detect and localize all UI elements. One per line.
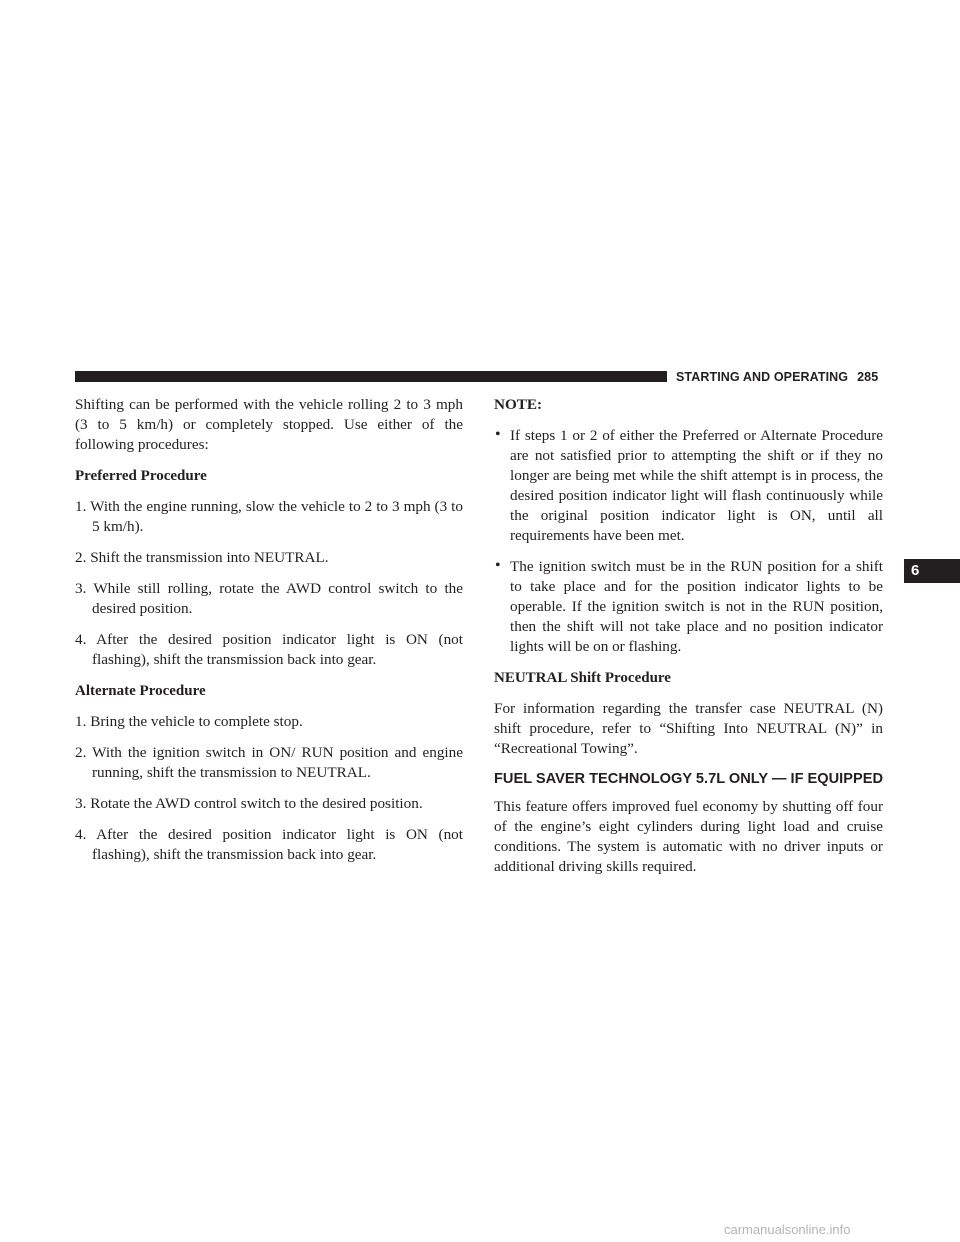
preferred-step-2: 2. Shift the transmission into NEUTRAL. — [75, 549, 329, 566]
note-text-1: If steps 1 or 2 of either the Preferred or Alternate Procedure are not satisfied prior to attempting the shift or if they no longer are being met while the shift attempt is in process, the desired position indicator light will flash continuously while the original position indicator light is ON, until all requirements have been met. — [510, 427, 883, 544]
left-column — [75, 395, 463, 876]
alternate-step-3: 3. Rotate the AWD control switch to the desired position. — [75, 795, 423, 812]
note-text-2: The ignition switch must be in the RUN position for a shift to take place and for the position indicator lights to be operable. If the ignition switch is not in the RUN position, then the shift will not take place and no position indicator lights will be on or flashing. — [510, 558, 883, 655]
alternate-procedure-heading: Alternate Procedure — [75, 683, 206, 699]
alternate-step-1: 1. Bring the vehicle to complete stop. — [75, 713, 303, 730]
note-bullet-2 — [494, 557, 883, 657]
fuel-saver-heading: FUEL SAVER TECHNOLOGY 5.7L ONLY — IF EQUIPPED — [494, 771, 883, 787]
neutral-shift-paragraph: For information regarding the transfer case NEUTRAL (N) shift procedure, refer to “Shifting Into NEUTRAL (N)” in “Recreational Towing”. — [494, 700, 883, 757]
right-column — [494, 395, 883, 888]
chapter-number: 6 — [911, 562, 920, 579]
intro-paragraph: Shifting can be performed with the vehicle rolling 2 to 3 mph (3 to 5 km/h) or completely stopped. Use either of the following procedures: — [75, 396, 463, 453]
bullet-dot: • — [495, 557, 501, 574]
chapter-tab — [904, 559, 960, 583]
fuel-saver-paragraph: This feature offers improved fuel economy by shutting off four of the engine’s eight cylinders during light load and cruise conditions. The system is automatic with no driver inputs or additional driving skills required. — [494, 798, 883, 875]
alternate-step-4: 4. After the desired position indicator light is ON (not flashing), shift the transmission back into gear. — [75, 826, 463, 863]
preferred-procedure-heading: Preferred Procedure — [75, 468, 207, 484]
header-rule — [75, 371, 667, 382]
note-bullet-1 — [494, 426, 883, 546]
alternate-step-2: 2. With the ignition switch in ON/ RUN position and engine running, shift the transmission to NEUTRAL. — [75, 744, 463, 781]
section-title: STARTING AND OPERATING — [676, 370, 849, 384]
note-heading: NOTE: — [494, 396, 543, 413]
preferred-step-1: 1. With the engine running, slow the vehicle to 2 to 3 mph (3 to 5 km/h). — [75, 498, 463, 535]
running-header — [676, 370, 886, 384]
watermark: carmanualsonline.info — [724, 1222, 851, 1237]
neutral-shift-heading: NEUTRAL Shift Procedure — [494, 670, 671, 686]
bullet-dot: • — [495, 426, 501, 443]
preferred-step-3: 3. While still rolling, rotate the AWD control switch to the desired position. — [75, 580, 463, 617]
preferred-step-4: 4. After the desired position indicator light is ON (not flashing), shift the transmission back into gear. — [75, 631, 463, 668]
page-number: 285 — [857, 370, 879, 384]
